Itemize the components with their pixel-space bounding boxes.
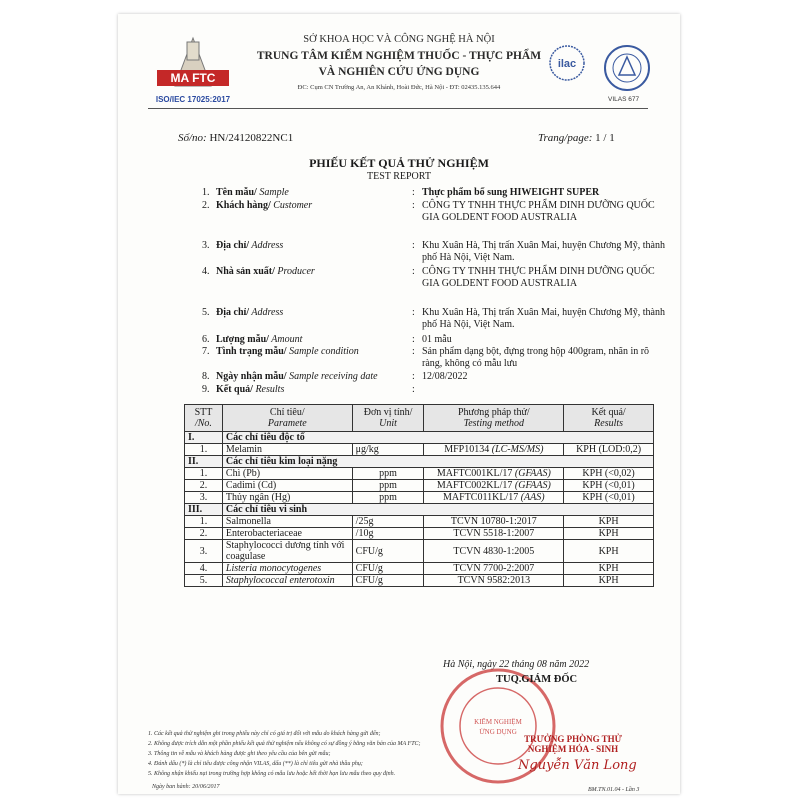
signer-name: Nguyễn Văn Long (518, 758, 637, 773)
note-item: 4. Đánh dấu (*) là chỉ tiêu được công nhận VILAS, dấu (**) là chỉ tiêu gửi nhà thầu phụ; (148, 761, 363, 767)
field-num: 9. (202, 384, 210, 395)
table-row: 4. Listeria monocytogenes CFU/g TCVN 7700-2:2007 KPH (185, 563, 654, 575)
field-label-receiving-date: Ngày nhận mẫu/ Sample receiving date (216, 371, 378, 382)
field-value-receiving-date: 12/08/2022 (422, 371, 468, 382)
field-num: 4. (202, 266, 210, 277)
header-address: ĐC: Cụm CN Trường An, An Khánh, Hoài Đức, Hà Nội - ĐT: 02435.135.644 (297, 84, 501, 91)
field-label-address: Địa chỉ/ Address (216, 240, 284, 251)
field-value-address: Khu Xuân Hà, Thị trấn Xuân Mai, huyện Chương Mỹ, thành phố Hà Nội, Việt Nam. (422, 240, 665, 263)
table-header-row (185, 405, 654, 432)
field-num: 6. (202, 334, 210, 345)
section-row: II. Các chỉ tiêu kim loại nặng (185, 456, 654, 468)
col-header-method: Phương pháp thử/ Testing method (424, 405, 564, 432)
note-item: 3. Thông tin về mẫu và khách hàng được ghi theo yêu cầu của bên gửi mẫu; (148, 751, 331, 757)
signer-department: TRƯỞNG PHÒNG THỬ NGHIỆM HÓA - SINH (524, 734, 622, 754)
report-title: PHIẾU KẾT QUẢ THỬ NGHIỆM (309, 156, 489, 170)
col-header-stt: STT /No. (185, 405, 223, 432)
table-row: 1. Salmonella /25g TCVN 10780-1:2017 KPH (185, 516, 654, 528)
svg-text:ỨNG DỤNG: ỨNG DỤNG (479, 728, 517, 736)
field-label-sample: Tên mẫu/ Sample (216, 187, 289, 198)
report-subtitle: TEST REPORT (367, 171, 431, 182)
form-code: BM.TN.01.04 - Lần 3 (588, 787, 640, 793)
field-num: 1. (202, 187, 210, 198)
results-table (184, 404, 654, 587)
note-item: 2. Không được trích dẫn một phần phiếu kết quả thử nghiệm nếu không có sự đồng ý bằng văn bản của MA FTC; (148, 741, 421, 747)
signature-date: Hà Nội, ngày 22 tháng 08 năm 2022 (443, 659, 590, 670)
section-row: I. Các chỉ tiêu độc tố (185, 432, 654, 444)
vilas-number: VILAS 677 (608, 96, 640, 103)
logo-text: MA FTC (170, 71, 216, 85)
page-indicator: Trang/page: 1 / 1 (538, 132, 615, 144)
header-line-1: SỞ KHOA HỌC VÀ CÔNG NGHỆ HÀ NỘI (303, 34, 495, 45)
table-row: 1. Chì (Pb) ppm MAFTC001KL/17 (GFAAS) KPH (<0,02) (185, 468, 654, 480)
col-header-unit: Đơn vị tính/ Unit (352, 405, 424, 432)
table-row: 3. Staphylococci dương tính với coagulase CFU/g TCVN 4830-1:2005 KPH (185, 540, 654, 563)
col-header-parameter: Chỉ tiêu/ Paramete (222, 405, 352, 432)
ilac-text: ilac (557, 58, 577, 70)
field-num: 5. (202, 307, 210, 318)
header-line-3: VÀ NGHIÊN CỨU ỨNG DỤNG (318, 66, 480, 78)
field-value-condition: Sản phẩm dạng bột, đựng trong hộp 400gram, nhãn in rõ ràng, không có mẫu lưu (422, 346, 650, 369)
note-item: 1. Các kết quả thử nghiệm ghi trong phiếu này chỉ có giá trị đối với mẫu do khách hàng gửi đến; (148, 731, 381, 737)
field-label-producer: Nhà sản xuất/ Producer (216, 266, 315, 277)
header-line-2: TRUNG TÂM KIỂM NGHIỆM THUỐC - THỰC PHẨM (256, 50, 542, 62)
issue-date: Ngày ban hành: 20/06/2017 (152, 784, 220, 790)
field-value-customer: CÔNG TY TNHH THỰC PHẨM DINH DƯỠNG QUỐC GIA GOLDENT FOOD AUSTRALIA (422, 200, 655, 223)
field-label-results: Kết quả/ Results (216, 384, 285, 395)
field-label-customer: Khách hàng/ Customer (216, 200, 313, 211)
report-number: Số/no: HN/24120822NC1 (178, 132, 294, 144)
field-num: 2. (202, 200, 210, 211)
field-num: 3. (202, 240, 210, 251)
svg-text:KIỂM NGHIỆM: KIỂM NGHIỆM (474, 718, 522, 726)
field-num: 8. (202, 371, 210, 382)
signer-title: TUQ.GIÁM ĐỐC (496, 674, 578, 685)
table-row: 1. Melamin μg/kg MFP10134 (LC-MS/MS) KPH (LOD:0,2) (185, 444, 654, 456)
field-label-producer-address: Địa chỉ/ Address (216, 307, 284, 318)
ilac-logo (548, 44, 586, 90)
field-label-amount: Lượng mẫu/ Amount (216, 334, 303, 345)
field-num: 7. (202, 346, 210, 357)
field-value-amount: 01 mẫu (422, 334, 452, 345)
table-row: 3. Thủy ngân (Hg) ppm MAFTC011KL/17 (AAS) KPH (<0,01) (185, 492, 654, 504)
boa-seal-icon (603, 44, 651, 92)
table-row: 5. Staphylococcal enterotoxin CFU/g TCVN 9582:2013 KPH (185, 575, 654, 587)
field-label-condition: Tình trạng mẫu/ Sample condition (216, 346, 359, 357)
report-paper: MA FTC ISO/IEC 17025:2017 SỞ KHOA HỌC VÀ CÔNG NGHỆ HÀ NỘI TRUNG TÂM KIỂM NGHIỆM THUỐC - THỰC PHẨM VÀ NGHIÊN CỨU ỨNG DỤNG ĐC: Cụm CN Trường An, An Khánh, Hoài Đức, Hà Nội - ĐT: 02435.135.644 ilac VILAS 677 Số/no: HN/24120822NC1 Trang/page: 1 / 1 PHIẾU KẾT QUẢ THỬ NGHIỆM TEST REPORT 1. Tên mẫu/ Sample : Thực phẩm bổ sung HIWEIGHT SUPER 2. Khách hàng/ Customer : CÔNG TY TNHH THỰC PHẨM DINH DƯỠNG QUỐC GIA GOLDENT FOOD AUSTRALIA 3. Địa chỉ/ Address : Khu Xuân Hà, Thị trấn Xuân Mai, huyện Chương Mỹ, thành phố Hà Nội, Việt Nam. 4. Nhà sản xuất/ Producer : CÔNG TY TNHH THỰC PHẨM DINH DƯỠNG QUỐC GIA GOLDENT FOOD AUSTRALIA 5. Địa chỉ/ Address : Khu Xuân Hà, Thị trấn Xuân Mai, huyện Chương Mỹ, thành phố Hà Nội, Việt Nam. 6. Lượng mẫu/ Amount : 01 mẫu 7. Tình trạng mẫu/ Sample condition : Sản phẩm dạng bột, đựng trong hộp 400gram, nhãn in rõ ràng, không có mẫu lưu 8. Ngày nhận mẫu/ Sample receiving date : 12/08/2022 9. Kết quả/ Results : STT /No. Chỉ tiêu/ Paramete Đơn vị tính/ Unit Phương pháp thử/ Testing method Kết quả/ Results I. Các chỉ tiêu độc tố 1. Melamin μg/kg MFP10134 (LC-MS/MS) KPH (LOD:0,2) II. Các chỉ tiêu kim loại nặng 1. Chì (Pb) ppm MAFTC001KL/17 (GFAAS) KPH (<0,02) 2. Cadimi (Cd) ppm MAFTC002KL/17 (GFAAS) KPH (<0,01) 3. Thủy ngân (Hg) ppm MAFTC011KL/17 (AAS) KPH (<0,01) III. Các chỉ tiêu vi sinh 1. Salmonella /25g TCVN 10780-1:2017 KPH 2. Enterobacteriaceae /10g TCVN 5518-1:2007 KPH 3. Staphylococci dương tính với coagulase CFU/g TCVN 4830-1:2005 KPH 4. Listeria monocytogenes CFU/g TCVN 7700-2:2007 KPH 5. Staphylococcal enterotoxin CFU/g TCVN 9582:2013 KPH Hà Nội, ngày 22 tháng 08 năm 2022 KIỂM NGHIỆM ỨNG DỤNG TUQ.GIÁM ĐỐC TRƯỞNG PHÒNG THỬ NGHIỆM HÓA - SINH Nguyễn Văn Long 1. Các kết quả thử nghiệm ghi trong phiếu này chỉ có giá trị đối với mẫu do khách hàng gửi đến; 2. Không được trích dẫn một phần phiếu kết quả thử nghiệm nếu không có sự đồng ý bằng văn bản của MA FTC; 3. Thông tin về mẫu và khách hàng được ghi theo yêu cầu của bên gửi mẫu; 4. Đánh dấu (*) là chỉ tiêu được công nhận VILAS, dấu (**) là chỉ tiêu gửi nhà thầu phụ; 5. Không nhận khiếu nại trong trường hợp không có mẫu lưu hoặc hết thời hạn lưu mẫu theo quy định. Ngày ban hành: 20/06/2017 BM.TN.01.04 - Lần 3 (118, 14, 680, 794)
header-divider (148, 108, 648, 109)
note-item: 5. Không nhận khiếu nại trong trường hợp không có mẫu lưu hoặc hết thời hạn lưu mẫu theo quy định. (148, 771, 396, 777)
field-value-producer: CÔNG TY TNHH THỰC PHẨM DINH DƯỠNG QUỐC GIA GOLDENT FOOD AUSTRALIA (422, 266, 655, 289)
table-row: 2. Cadimi (Cd) ppm MAFTC002KL/17 (GFAAS) KPH (<0,01) (185, 480, 654, 492)
table-row: 2. Enterobacteriaceae /10g TCVN 5518-1:2007 KPH (185, 528, 654, 540)
field-value-sample: Thực phẩm bổ sung HIWEIGHT SUPER (422, 187, 600, 198)
col-header-results: Kết quả/ Results (564, 405, 654, 432)
field-value-producer-address: Khu Xuân Hà, Thị trấn Xuân Mai, huyện Chương Mỹ, thành phố Hà Nội, Việt Nam. (422, 307, 665, 330)
section-row: III. Các chỉ tiêu vi sinh (185, 504, 654, 516)
iso-text: ISO/IEC 17025:2017 (155, 95, 231, 104)
